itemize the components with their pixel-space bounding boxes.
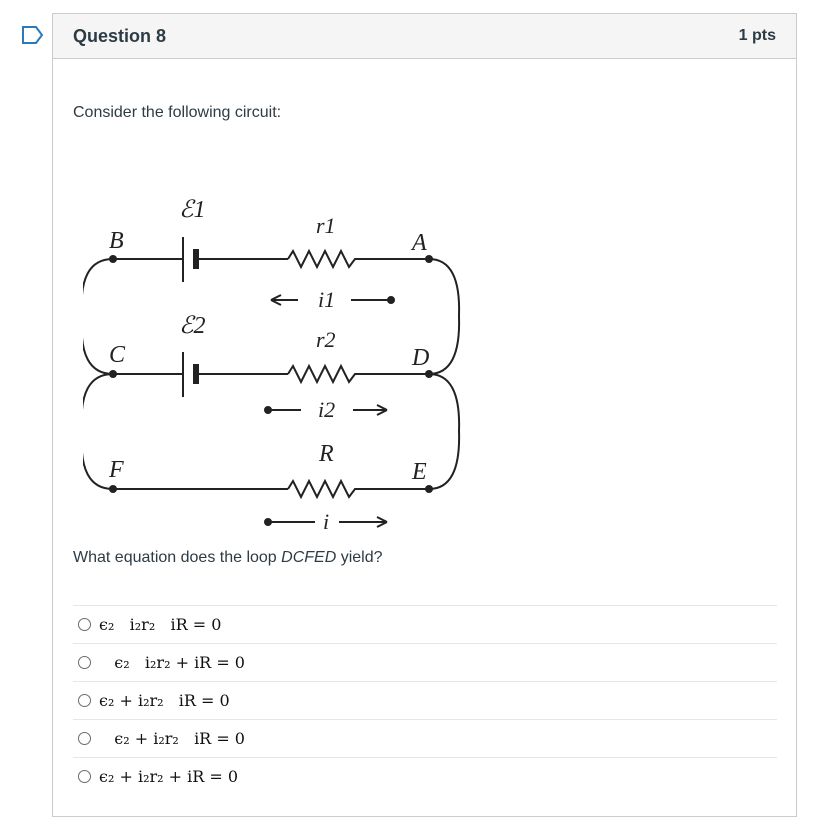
i1-label: i1 xyxy=(318,287,336,312)
question-prompt: Consider the following circuit: xyxy=(73,104,282,121)
question-points: 1 pts xyxy=(738,27,776,44)
ask-suffix: yield? xyxy=(336,549,383,566)
answer-text: ϵ₂ + i₂r₂ iR = 0 xyxy=(99,729,245,748)
radio-button[interactable] xyxy=(78,656,91,669)
i2-label: i2 xyxy=(318,397,336,422)
radio-button[interactable] xyxy=(78,618,91,631)
ask-prefix: What equation does the loop xyxy=(73,549,282,566)
bookmark-flag-icon[interactable] xyxy=(22,26,44,44)
resistor-r-label: R xyxy=(319,441,334,467)
emf1-label: ℰ1 xyxy=(179,197,206,223)
r2-label: r2 xyxy=(316,327,336,352)
node-label-e: E xyxy=(412,459,427,485)
answer-text: ϵ₂ i₂r₂ + iR = 0 xyxy=(99,653,245,672)
node-label-c: C xyxy=(109,342,126,368)
answer-text: ϵ₂ + i₂r₂ iR = 0 xyxy=(99,691,230,710)
question-ask xyxy=(73,549,383,567)
answer-option-2[interactable] xyxy=(73,643,777,681)
answer-option-1[interactable] xyxy=(73,605,777,643)
current-i-label: i xyxy=(323,509,330,534)
node-label-d: D xyxy=(412,345,430,371)
answer-list xyxy=(73,605,777,795)
answer-text: ϵ₂ i₂r₂ iR = 0 xyxy=(99,615,222,634)
radio-button[interactable] xyxy=(78,694,91,707)
question-card xyxy=(52,13,797,817)
answer-option-3[interactable] xyxy=(73,681,777,719)
node-label-a: A xyxy=(412,230,427,256)
circuit-diagram xyxy=(83,179,483,539)
answer-option-4[interactable] xyxy=(73,719,777,757)
radio-button[interactable] xyxy=(78,732,91,745)
answer-option-5[interactable] xyxy=(73,757,777,795)
radio-button[interactable] xyxy=(78,770,91,783)
question-header xyxy=(53,14,796,59)
question-title: Question 8 xyxy=(73,25,167,46)
node-label-b: B xyxy=(109,228,124,254)
emf2-label: ℰ2 xyxy=(179,313,206,339)
ask-loop: DCFED xyxy=(281,549,337,566)
answer-text: ϵ₂ + i₂r₂ + iR = 0 xyxy=(99,767,239,786)
r1-label: r1 xyxy=(316,213,336,238)
node-label-f: F xyxy=(109,457,124,483)
